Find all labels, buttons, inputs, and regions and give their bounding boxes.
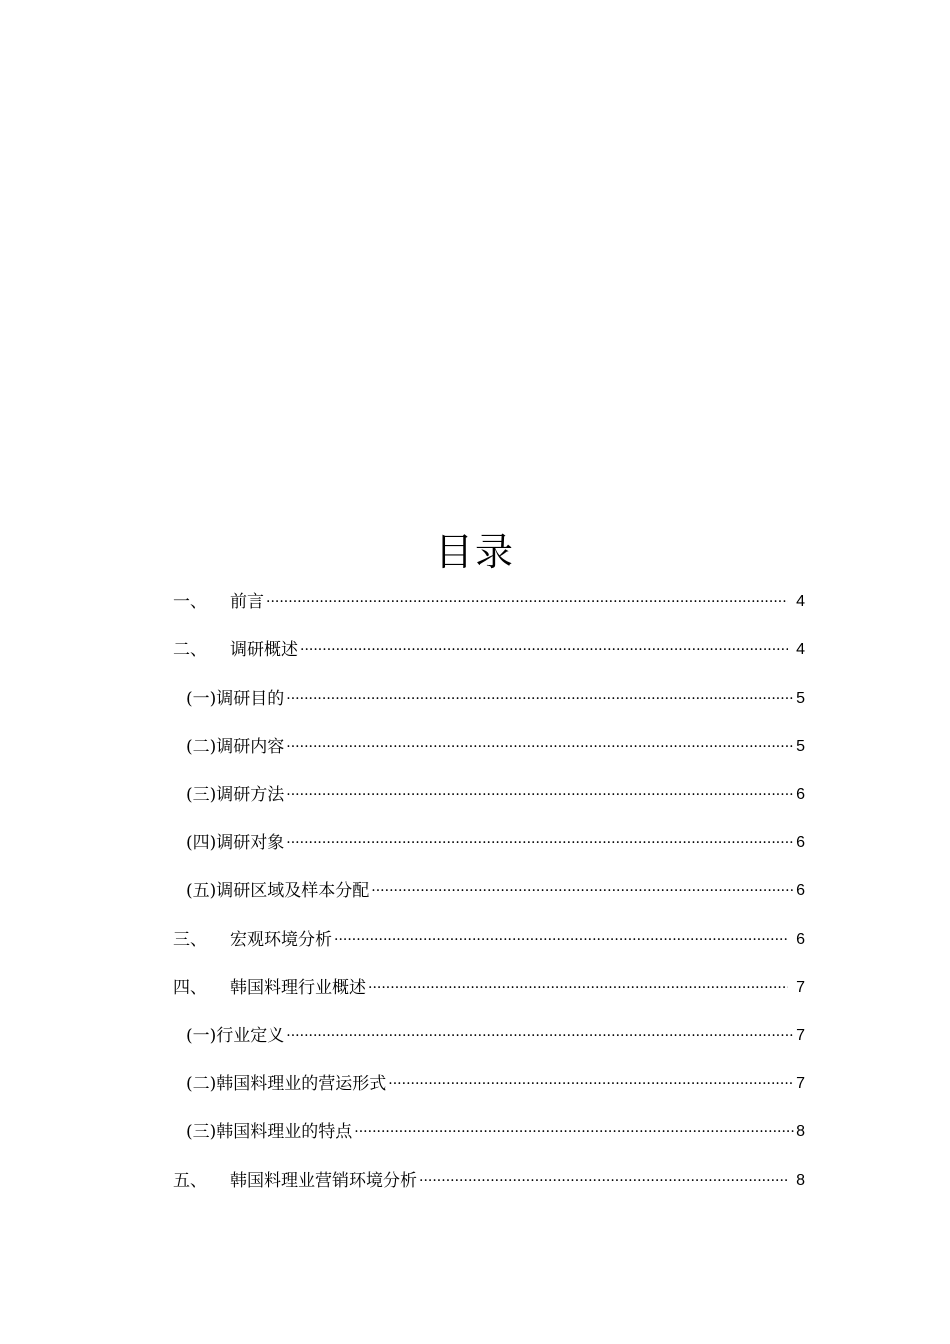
toc-entry[interactable]: [173, 584, 805, 614]
toc-entry-text: 调研目的: [216, 689, 285, 709]
toc-entry[interactable]: [186, 825, 805, 855]
toc-entry-text: 韩国料理行业概述: [230, 978, 366, 998]
toc-leader-dots: [286, 687, 794, 711]
toc-entry-number: 二、: [173, 640, 207, 660]
toc-leader-dots: [286, 735, 794, 759]
toc-leader-dots: [266, 590, 788, 614]
toc-entry[interactable]: [186, 729, 805, 759]
toc-leader-dots: [334, 928, 788, 952]
toc-entry-text: 前言: [230, 592, 264, 612]
toc-entry-page: 5: [796, 738, 805, 755]
toc-entry-page: 6: [796, 786, 805, 803]
toc-entry-text: 行业定义: [216, 1026, 285, 1046]
toc-leader-dots: [286, 831, 794, 855]
toc-leader-dots: [354, 1120, 794, 1144]
toc-entry[interactable]: [173, 1163, 805, 1193]
toc-entry-page: 7: [796, 1075, 805, 1092]
toc-entry[interactable]: [186, 1114, 805, 1144]
toc-entry-number: 一、: [173, 592, 207, 612]
toc-entry-text: 调研方法: [216, 785, 285, 805]
toc-title: 目录: [434, 530, 515, 574]
toc-entry[interactable]: [173, 970, 805, 1000]
toc-entry-text: 韩国料理业的特点: [216, 1122, 353, 1142]
toc-entry-page: 8: [796, 1172, 805, 1189]
toc-entry-page: 4: [796, 593, 805, 610]
toc-entry-page: 5: [796, 690, 805, 707]
toc-entry-text: 韩国料理业营销环境分析: [230, 1171, 417, 1191]
toc-leader-dots: [286, 1024, 794, 1048]
toc-entry-number: (二): [186, 1074, 217, 1094]
toc-entry[interactable]: [186, 873, 805, 903]
toc-entry-text: 调研概述: [230, 640, 298, 660]
toc-entry[interactable]: [186, 681, 805, 711]
toc-entry-text: 韩国料理业的营运形式: [216, 1074, 387, 1094]
toc-entry-page: 6: [796, 834, 805, 851]
toc-leader-dots: [286, 783, 794, 807]
toc-entry-text: 调研区域及样本分配: [216, 881, 370, 901]
toc-entry[interactable]: [186, 1018, 805, 1048]
toc-entry-number: (三): [186, 785, 217, 805]
toc-entry-text: 调研对象: [216, 833, 285, 853]
toc-entry-page: 6: [796, 931, 805, 948]
toc-entry-text: 调研内容: [216, 737, 285, 757]
toc-entry[interactable]: [186, 1066, 805, 1096]
toc-entry-number: (五): [186, 881, 217, 901]
toc-entry-number: (四): [186, 833, 217, 853]
toc-entry-number: 三、: [173, 930, 207, 950]
toc-entry[interactable]: [186, 777, 805, 807]
toc-entry-number: 五、: [173, 1171, 207, 1191]
toc-entry-number: (三): [186, 1122, 217, 1142]
toc-entry-number: (二): [186, 737, 217, 757]
toc-entry-page: 6: [796, 882, 805, 899]
toc-entry[interactable]: [173, 922, 805, 952]
toc-entry-page: 7: [796, 979, 805, 996]
toc-entry-number: (一): [186, 1026, 217, 1046]
toc-leader-dots: [371, 879, 794, 903]
toc-leader-dots: [368, 976, 788, 1000]
toc-entry[interactable]: [173, 632, 805, 662]
toc-entry-page: 7: [796, 1027, 805, 1044]
toc-leader-dots: [300, 638, 788, 662]
toc-entry-text: 宏观环境分析: [230, 930, 332, 950]
toc-entry-number: (一): [186, 689, 217, 709]
toc-entry-page: 8: [796, 1123, 805, 1140]
toc-leader-dots: [419, 1169, 788, 1193]
toc-entry-number: 四、: [173, 978, 207, 998]
toc-entry-page: 4: [796, 641, 805, 658]
toc-leader-dots: [388, 1072, 794, 1096]
